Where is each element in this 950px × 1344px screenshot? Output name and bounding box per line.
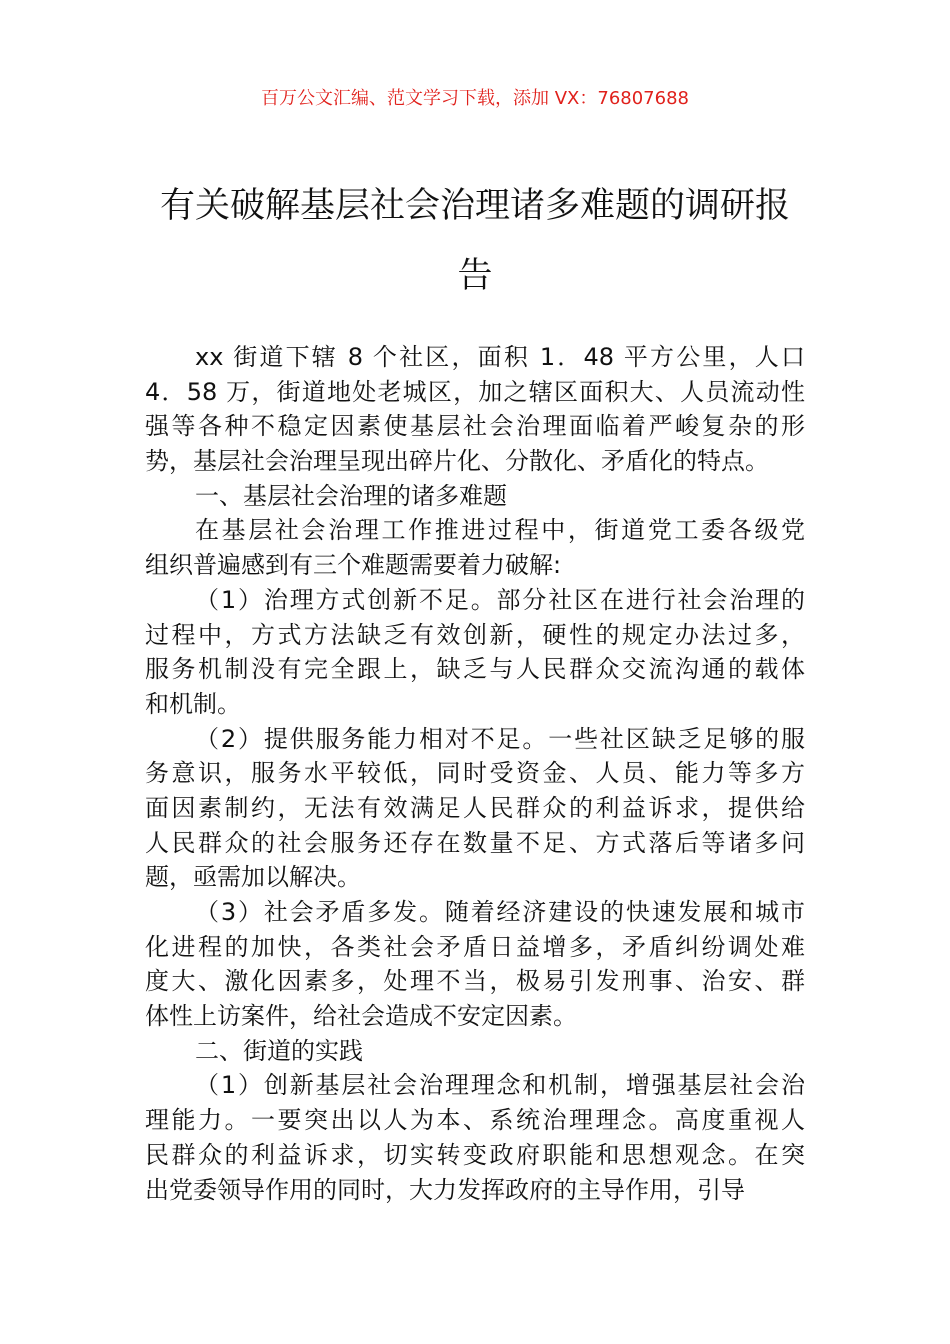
paragraph-line: （1）创新基层社会治理理念和机制，增强基层社会治 (195, 1071, 805, 1100)
paragraph-line: 体性上访案件，给社会造成不安定因素。 (145, 1002, 577, 1031)
paragraph (145, 1034, 805, 1069)
paragraph-line: 服务机制没有完全跟上，缺乏与人民群众交流沟通的载体 (145, 655, 805, 684)
paragraph-line: 化进程的加快，各类社会矛盾日益增多，矛盾纠纷调处难 (145, 932, 805, 961)
paragraph-line: 强等各种不稳定因素使基层社会治理面临着严峻复杂的形 (145, 412, 805, 441)
paragraph (145, 513, 805, 582)
paragraph-line: 二、街道的实践 (195, 1036, 363, 1065)
paragraph (145, 583, 805, 722)
paragraph (145, 895, 805, 1034)
paragraph-line: （3）社会矛盾多发。随着经济建设的快速发展和城市 (195, 898, 805, 926)
watermark-header: 百万公文汇编、范文学习下载，添加 VX：76807688 (261, 88, 689, 109)
paragraph-line: 过程中，方式方法缺乏有效创新，硬性的规定办法过多， (145, 620, 805, 649)
document-body (145, 340, 805, 1207)
paragraph (145, 340, 805, 479)
paragraph-line: xx 街道下辖 8 个社区，面积 1．48 平方公里，人口 (195, 343, 805, 371)
paragraph-line: 势，基层社会治理呈现出碎片化、分散化、矛盾化的特点。 (145, 447, 769, 476)
paragraph-line: 理能力。一要突出以人为本、系统治理理念。高度重视人 (145, 1106, 805, 1135)
paragraph-line: 人民群众的社会服务还存在数量不足、方式落后等诸多问 (145, 828, 805, 857)
document-title-line-1: 有关破解基层社会治理诸多难题的调研报 (159, 186, 790, 226)
paragraph-line: 一、基层社会治理的诸多难题 (195, 481, 507, 510)
paragraph-line: 在基层社会治理工作推进过程中，街道党工委各级党 (195, 516, 805, 545)
paragraph-line: 组织普遍感到有三个难题需要着力破解: (145, 551, 562, 580)
paragraph-line: 和机制。 (145, 689, 241, 718)
paragraph-line: 度大、激化因素多，处理不当，极易引发刑事、治安、群 (145, 967, 805, 996)
paragraph-line: 务意识，服务水平较低，同时受资金、人员、能力等多方 (145, 759, 805, 788)
paragraph (145, 479, 805, 514)
paragraph (145, 722, 805, 895)
paragraph-line: 出党委领导作用的同时，大力发挥政府的主导作用，引导 (145, 1175, 745, 1204)
paragraph-line: （2）提供服务能力相对不足。一些社区缺乏足够的服 (195, 724, 805, 753)
paragraph-line: 民群众的利益诉求，切实转变政府职能和思想观念。在突 (145, 1140, 805, 1169)
paragraph-line: 题，亟需加以解决。 (145, 863, 361, 892)
document-title-line-2: 告 (457, 256, 493, 296)
paragraph-line: 4．58 万，街道地处老城区，加之辖区面积大、人员流动性 (145, 377, 805, 406)
paragraph-line: 面因素制约，无法有效满足人民群众的利益诉求，提供给 (145, 793, 805, 822)
paragraph (145, 1068, 805, 1207)
paragraph-line: （1）治理方式创新不足。部分社区在进行社会治理的 (195, 585, 805, 614)
